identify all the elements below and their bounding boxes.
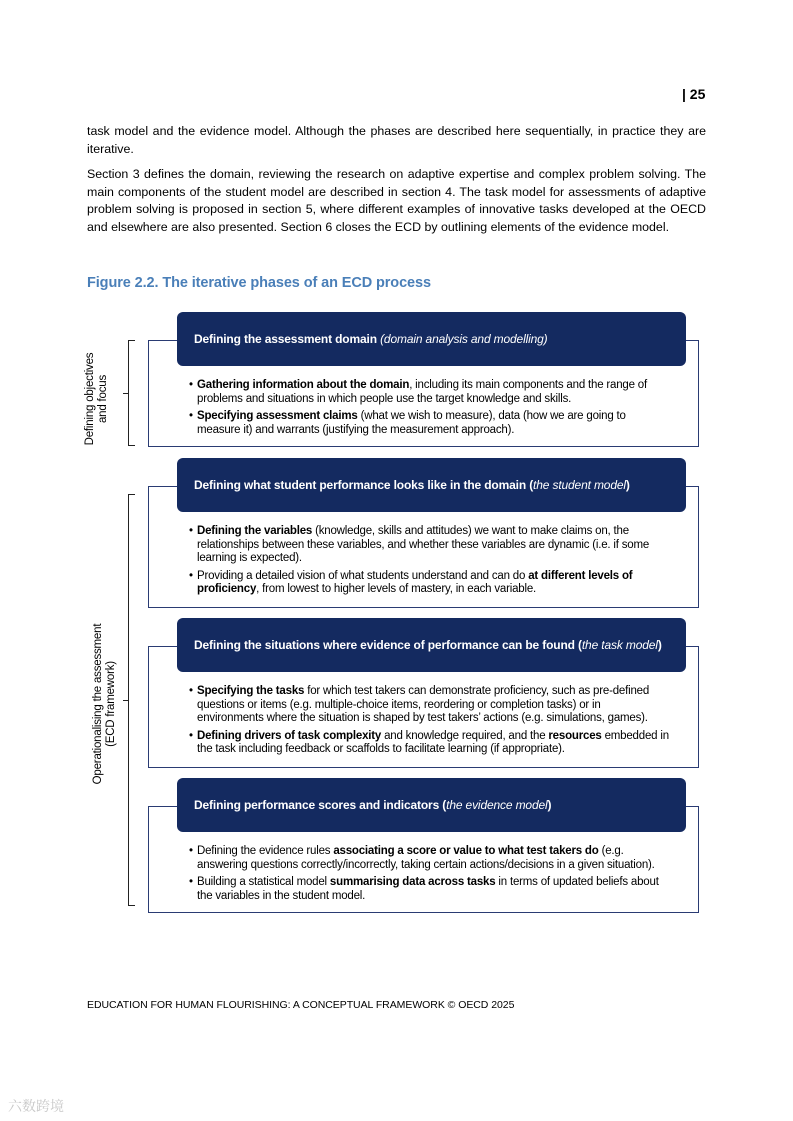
bullet-item: • Defining the variables (knowledge, skills and attitudes) we want to make claims on, the relationships between these variables, and whether these variables are dynamic (i.e. if some learning is expected). [189, 525, 669, 566]
bullet-item: • Specifying the tasks for which test takers can demonstrate proficiency, such as pre-defined questions or items (e.g. multiple-choice items, reordering or completion tasks) or in environments where the situation is shaped by test takers’ actions (e.g. simulations, games). [189, 685, 669, 726]
phase-subtitle: the evidence model [446, 798, 548, 812]
bracket-objectives [128, 340, 135, 446]
side-label-objectives-line2: and focus [97, 374, 109, 424]
phase-title: Defining what student performance looks like in the domain ( [194, 478, 534, 492]
bullet-item: • Providing a detailed vision of what students understand and can do at different levels of proficiency, from lowest to higher levels of mastery, in each variable. [189, 570, 669, 597]
side-label-operationalising-line1: Operationalising the assessment [92, 623, 104, 785]
side-label-operationalising [92, 604, 118, 804]
phase-title: Defining the assessment domain [194, 332, 377, 346]
side-label-objectives [84, 344, 110, 454]
phase-title-after: ) [657, 638, 662, 652]
bullet-item: • Building a statistical model summarising data across tasks in terms of updated beliefs about the variables in the student model. [189, 876, 669, 903]
footer: EDUCATION FOR HUMAN FLOURISHING: A CONCEPTUAL FRAMEWORK © OECD 2025 [87, 999, 515, 1011]
phase-subtitle: the task model [581, 638, 658, 652]
paragraph-2: Section 3 defines the domain, reviewing the research on adaptive expertise and complex problem solving. The main components of the student model are described in section 4. The task model for assessments of adaptive problem solving is proposed in section 5, where different examples of innovative tasks developed at the OECD and elsewhere are also presented. Section 6 closes the ECD by outlining elements of the evidence model. [87, 167, 706, 234]
phase-title: Defining the situations where evidence of performance can be found ( [194, 638, 582, 652]
side-label-operationalising-line2: (ECD framework) [105, 661, 117, 747]
figure-title: Figure 2.2. The iterative phases of an ECD process [87, 275, 431, 291]
phase-title-after: ) [547, 798, 552, 812]
phase-bullets-evidence-model [189, 845, 669, 907]
phase-title: Defining performance scores and indicators ( [194, 798, 447, 812]
watermark-logo [8, 1096, 64, 1116]
bullet-item: • Specifying assessment claims (what we wish to measure), data (how we are going to measure it) and warrants (justifying the measurement approach). [189, 410, 669, 437]
phase-subtitle: (domain analysis and modelling) [376, 332, 548, 346]
page-number: | 25 [682, 86, 706, 102]
bullet-item: • Defining the evidence rules associating a score or value to what test takers do (e.g. answering questions correctly/incorrectly, taking certain actions/decisions in a given situation). [189, 845, 669, 872]
bracket-operationalising [128, 494, 135, 906]
bullet-item: • Gathering information about the domain, including its main components and the range of problems and situations in which people use the target knowledge and skills. [189, 379, 669, 406]
phase-subtitle: the student model [533, 478, 626, 492]
bullet-item: • Defining drivers of task complexity and knowledge required, and the resources embedded in the task including feedback or scaffolds to facilitate learning (if appropriate). [189, 730, 669, 757]
phase-title-after: ) [625, 478, 630, 492]
phase-bullets-domain [189, 379, 669, 441]
phase-header-domain [177, 312, 686, 366]
phase-header-evidence-model [177, 778, 686, 832]
paragraph-1: task model and the evidence model. Although the phases are described here sequentially, in practice they are iterative. [87, 124, 706, 156]
phase-bullets-student-model [189, 525, 669, 601]
side-label-objectives-line1: Defining objectives [84, 352, 96, 446]
phase-bullets-task-model [189, 685, 669, 761]
phase-header-student-model [177, 458, 686, 512]
phase-header-task-model [177, 618, 686, 672]
watermark-text: 六数跨境 [8, 1098, 64, 1114]
